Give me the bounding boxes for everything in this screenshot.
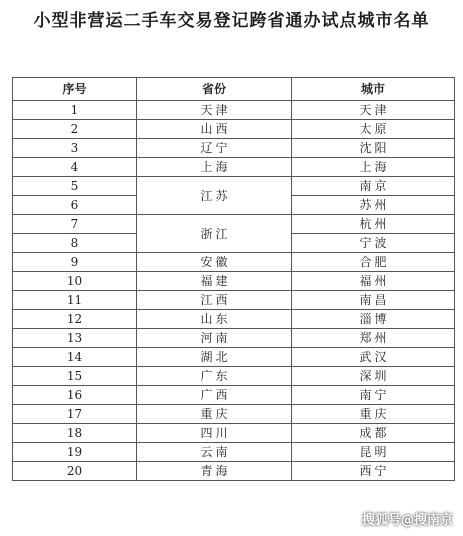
row-city: 福州	[292, 272, 455, 291]
row-province: 广西	[137, 386, 292, 405]
header-serial-number: 序号	[13, 78, 137, 101]
row-city: 昆明	[292, 443, 455, 462]
row-city: 深圳	[292, 367, 455, 386]
table-row	[13, 215, 455, 234]
row-province: 天津	[137, 101, 292, 120]
row-province: 福建	[137, 272, 292, 291]
table-row	[13, 405, 455, 424]
table-row	[13, 158, 455, 177]
row-city: 沈阳	[292, 139, 455, 158]
row-city: 武汉	[292, 348, 455, 367]
table-header-row	[13, 78, 455, 101]
row-number: 20	[13, 462, 137, 481]
row-province: 河南	[137, 329, 292, 348]
row-number: 9	[13, 253, 137, 272]
row-province: 安徽	[137, 253, 292, 272]
table-row	[13, 367, 455, 386]
row-province: 重庆	[137, 405, 292, 424]
sohu-watermark: 搜狐号@搜南京	[361, 513, 453, 528]
table-row	[13, 177, 455, 196]
row-city: 西宁	[292, 462, 455, 481]
row-number: 4	[13, 158, 137, 177]
row-city: 南京	[292, 177, 455, 196]
row-number: 8	[13, 234, 137, 253]
row-province: 广东	[137, 367, 292, 386]
row-province: 四川	[137, 424, 292, 443]
table-row	[13, 348, 455, 367]
table-row	[13, 462, 455, 481]
table-row	[13, 101, 455, 120]
row-number: 18	[13, 424, 137, 443]
table-row	[13, 443, 455, 462]
row-number: 19	[13, 443, 137, 462]
table-row	[13, 329, 455, 348]
row-number: 10	[13, 272, 137, 291]
row-number: 13	[13, 329, 137, 348]
row-number: 15	[13, 367, 137, 386]
row-province: 山东	[137, 310, 292, 329]
row-number: 11	[13, 291, 137, 310]
row-number: 7	[13, 215, 137, 234]
row-city: 郑州	[292, 329, 455, 348]
table-row	[13, 120, 455, 139]
row-city: 苏州	[292, 196, 455, 215]
header-province: 省份	[137, 78, 292, 101]
row-city: 太原	[292, 120, 455, 139]
row-city: 合肥	[292, 253, 455, 272]
row-city: 宁波	[292, 234, 455, 253]
table-row	[13, 291, 455, 310]
row-city: 成都	[292, 424, 455, 443]
document-title: 小型非营运二手车交易登记跨省通办试点城市名单	[33, 11, 430, 31]
row-number: 6	[13, 196, 137, 215]
row-province: 上海	[137, 158, 292, 177]
row-number: 3	[13, 139, 137, 158]
row-number: 1	[13, 101, 137, 120]
table-row	[13, 386, 455, 405]
row-province: 云南	[137, 443, 292, 462]
table-row	[13, 253, 455, 272]
row-number: 17	[13, 405, 137, 424]
row-province: 湖北	[137, 348, 292, 367]
table-row	[13, 424, 455, 443]
pilot-city-table	[12, 77, 455, 481]
row-number: 14	[13, 348, 137, 367]
table-row	[13, 139, 455, 158]
row-province: 江苏	[137, 177, 292, 215]
row-province: 江西	[137, 291, 292, 310]
row-city: 淄博	[292, 310, 455, 329]
row-province: 山西	[137, 120, 292, 139]
row-city: 天津	[292, 101, 455, 120]
row-number: 16	[13, 386, 137, 405]
row-number: 5	[13, 177, 137, 196]
table-row	[13, 272, 455, 291]
row-city: 重庆	[292, 405, 455, 424]
row-city: 杭州	[292, 215, 455, 234]
row-province: 浙江	[137, 215, 292, 253]
row-city: 南昌	[292, 291, 455, 310]
table-row	[13, 310, 455, 329]
header-city: 城市	[292, 78, 455, 101]
row-city: 上海	[292, 158, 455, 177]
row-city: 南宁	[292, 386, 455, 405]
row-province: 辽宁	[137, 139, 292, 158]
row-province: 青海	[137, 462, 292, 481]
row-number: 2	[13, 120, 137, 139]
row-number: 12	[13, 310, 137, 329]
